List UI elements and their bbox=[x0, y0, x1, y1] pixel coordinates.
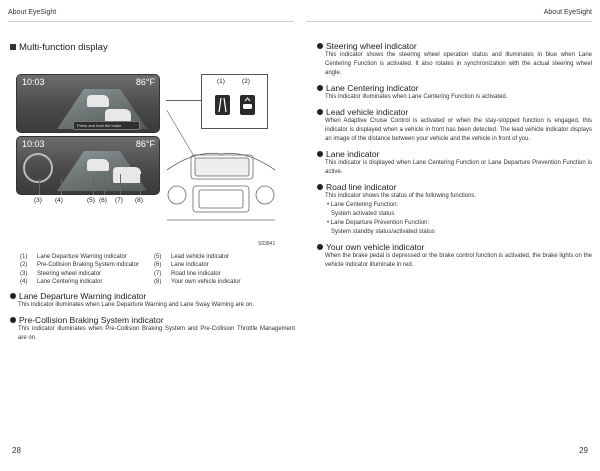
section-body: This indicator shows the status of the following functions. bbox=[325, 193, 477, 199]
legend-item bbox=[20, 261, 139, 269]
indicator-section bbox=[10, 315, 295, 343]
bullet-icon bbox=[317, 43, 323, 49]
section-title bbox=[10, 42, 108, 53]
indicator-section bbox=[317, 107, 592, 144]
page-number-left: 28 bbox=[12, 446, 21, 455]
lead-vehicle-graphic bbox=[87, 95, 109, 107]
legend-label: Lane Departure Warning indicator bbox=[37, 254, 127, 260]
legend-number: (7) bbox=[154, 270, 162, 277]
inset-label-2: (2) bbox=[242, 78, 250, 85]
steering-wheel-icon bbox=[23, 153, 53, 183]
indicator-section bbox=[317, 83, 592, 102]
clock-text: 10:03 bbox=[22, 77, 45, 87]
section-heading-text: Steering wheel indicator bbox=[326, 41, 417, 51]
list-item: • Lane Departure Prevention Function: bbox=[327, 220, 430, 226]
leader-line bbox=[93, 174, 94, 195]
leader-line bbox=[61, 179, 62, 195]
section-heading bbox=[10, 315, 295, 325]
bullet-icon bbox=[317, 151, 323, 157]
bullet-icon bbox=[317, 244, 323, 250]
section-body: This indicator illuminates when Lane Departure Warning and Lane Sway Warning are on. bbox=[18, 302, 255, 308]
display-screen-top bbox=[16, 74, 160, 133]
legend-label: Lead vehicle indicator bbox=[171, 254, 230, 260]
section-heading-text: Lead vehicle indicator bbox=[326, 107, 409, 117]
legend-item bbox=[154, 253, 241, 261]
leader-line bbox=[39, 179, 40, 195]
bullet-icon bbox=[10, 317, 16, 323]
left-column-text bbox=[10, 291, 295, 348]
legend-item bbox=[154, 278, 241, 286]
legend-number: (5) bbox=[154, 254, 162, 260]
bullet-icon bbox=[317, 109, 323, 115]
indicator-section bbox=[317, 242, 592, 270]
bullet-icon bbox=[317, 184, 323, 190]
section-heading-text: Your own vehicle indicator bbox=[326, 242, 425, 252]
legend-number: (3) bbox=[20, 270, 28, 277]
header-rule-right bbox=[306, 21, 592, 22]
legend-label: Road line indicator bbox=[171, 270, 221, 277]
header-rule-left bbox=[8, 21, 294, 22]
section-heading bbox=[317, 182, 592, 192]
legend-column bbox=[154, 253, 241, 287]
section-body: When the brake pedal is depressed or the brake control function is activated, the brake lights on the vehicle indicator illuminate in red. bbox=[325, 253, 592, 268]
section-heading bbox=[317, 83, 592, 93]
callout-6: (6) bbox=[99, 197, 107, 204]
bullet-icon bbox=[10, 293, 16, 299]
section-body: This indicator is displayed when Lane Centering Function or Lane Departure Prevention Function is active. bbox=[325, 160, 592, 175]
leader-line bbox=[120, 174, 121, 195]
figure-id: S03841 bbox=[258, 241, 276, 247]
page-number-right: 29 bbox=[579, 446, 588, 455]
legend-column bbox=[20, 253, 139, 287]
leader-line bbox=[140, 174, 141, 195]
indicator-section bbox=[10, 291, 295, 310]
section-heading bbox=[317, 41, 592, 51]
legend-label: Your own vehicle indicator bbox=[171, 279, 241, 286]
own-vehicle-graphic bbox=[113, 167, 141, 183]
temperature-text: 86°F bbox=[135, 139, 155, 149]
indicator-section bbox=[317, 182, 592, 237]
legend-number: (2) bbox=[20, 262, 28, 269]
legend-number: (6) bbox=[154, 262, 162, 269]
callout-5: (5) bbox=[87, 197, 95, 204]
callout-8: (8) bbox=[135, 197, 143, 204]
section-heading bbox=[317, 107, 592, 117]
section-body: This indicator shows the steering wheel operation status and illuminates in blue when Lane Centering Function is activated. It also rotates in synchronization with the actual steering wheel angle. bbox=[325, 52, 592, 76]
running-header-left: About EyeSight bbox=[8, 9, 57, 16]
section-heading bbox=[317, 242, 592, 252]
legend-number: (8) bbox=[154, 279, 162, 286]
legend-item bbox=[20, 278, 139, 286]
callout-3: (3) bbox=[34, 197, 42, 204]
legend-label: Lane Centering indicator bbox=[37, 279, 103, 286]
section-heading-text: Lane Centering indicator bbox=[326, 83, 419, 93]
section-heading-text: Lane indicator bbox=[326, 149, 380, 159]
display-screen-bottom bbox=[16, 136, 160, 195]
legend-label: Steering wheel indicator bbox=[37, 270, 102, 277]
list-item: System activated status bbox=[331, 211, 395, 217]
message-bar: Press and hold the brake bbox=[73, 121, 140, 130]
right-column-text bbox=[317, 41, 592, 275]
temperature-text: 86°F bbox=[135, 77, 155, 87]
section-heading-text: Lane Departure Warning indicator bbox=[19, 291, 147, 301]
section-heading-text: Road line indicator bbox=[326, 182, 397, 192]
list-item: System standby status/activated status bbox=[331, 229, 435, 235]
bullet-icon bbox=[317, 85, 323, 91]
legend-item bbox=[154, 261, 241, 269]
leader-line bbox=[166, 100, 201, 101]
section-body: This indicator illuminates when Lane Centering Function is activated. bbox=[325, 94, 508, 100]
section-body: This indicator illuminates when Pre-Collision Braking System and Pre-Collision Throttle Management are on. bbox=[18, 326, 295, 341]
legend-label: Lane indicator bbox=[171, 262, 209, 269]
section-body: When Adaptive Cruise Control is activated or when the stay-stopped function is engaged, this indicator is displayed when a vehicle in front has been detected. The lead vehicle indicator displays an image of the distance between your vehicle and the vehicle in front of you. bbox=[325, 118, 592, 142]
indicator-section bbox=[317, 41, 592, 78]
list-item: • Lane Centering Function: bbox=[327, 202, 399, 208]
square-bullet-icon bbox=[10, 44, 16, 50]
callout-4: (4) bbox=[55, 197, 63, 204]
clock-text: 10:03 bbox=[22, 139, 45, 149]
inset-label-1: (1) bbox=[217, 78, 225, 85]
dashboard-line-drawing bbox=[165, 110, 277, 228]
legend-item bbox=[20, 253, 139, 261]
indicator-section bbox=[317, 149, 592, 177]
legend-number: (4) bbox=[20, 279, 28, 286]
leader-line bbox=[104, 174, 105, 195]
running-header-right: About EyeSight bbox=[543, 9, 592, 16]
section-heading bbox=[317, 149, 592, 159]
section-heading bbox=[10, 291, 295, 301]
legend-item bbox=[154, 270, 241, 278]
legend-number: (1) bbox=[20, 254, 28, 260]
section-heading-text: Pre-Collision Braking System indicator bbox=[19, 315, 164, 325]
legend-label: Pre-Collision Braking System indicator bbox=[37, 262, 140, 269]
callout-7: (7) bbox=[115, 197, 123, 204]
section-title-text: Multi-function display bbox=[19, 42, 108, 53]
legend-item bbox=[20, 270, 139, 278]
lead-vehicle-graphic bbox=[87, 159, 109, 171]
